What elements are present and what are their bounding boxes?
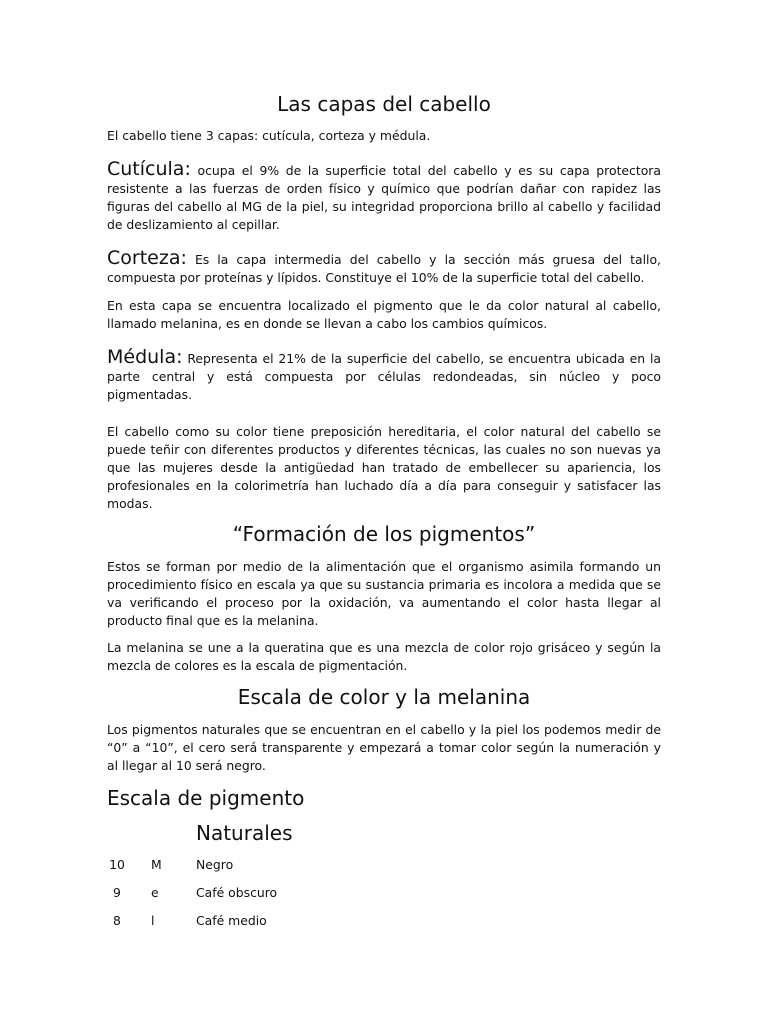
cuticula-text: ocupa el 9% de la superficie total del cabello y es su capa protectora resistente a las fuerzas de orden físico y químico que podrían dañar con rapidez las figuras del cabello al MG de la piel, su integridad proporciona brillo al cabello y facilidad de deslizamiento al cepillar. (107, 163, 661, 232)
heading-escala-color: Escala de color y la melanina (237, 685, 531, 709)
corteza-paragraph (107, 249, 661, 287)
heading-naturales: Naturales (196, 821, 293, 845)
pigment-number: 8 (113, 913, 121, 928)
pigment-letter: M (151, 857, 162, 872)
pigment-number: 10 (109, 857, 125, 872)
pigment-number: 9 (113, 885, 121, 900)
page-title: Las capas del cabello (277, 92, 491, 116)
corteza-text: Es la capa intermedia del cabello y la sección más gruesa del tallo, compuesta por proteínas y lípidos. Constituye el 10% de la superficie total del cabello. (107, 252, 661, 285)
formacion-paragraph-1: Estos se forman por medio de la alimentación que el organismo asimila formando un procedimiento físico en escala ya que su sustancia primaria es incolora a medida que se va verificando el proceso por la oxidación, va aumentando el color hasta llegar al producto final que es la melanina. (107, 559, 661, 628)
medula-term: Médula: (107, 346, 183, 368)
heading-formacion: “Formación de los pigmentos” (232, 522, 536, 546)
pigment-name: Café medio (196, 913, 267, 928)
corteza-paragraph-2: En esta capa se encuentra localizado el pigmento que le da color natural al cabello, llamado melanina, es en donde se llevan a cabo los cambios químicos. (107, 298, 661, 331)
corteza-term: Corteza: (107, 247, 187, 269)
medula-paragraph (107, 348, 661, 404)
pigment-name: Negro (196, 857, 234, 872)
intro-paragraph: El cabello tiene 3 capas: cutícula, corteza y médula. (107, 128, 431, 143)
hereditary-paragraph: El cabello como su color tiene preposición hereditaria, el color natural del cabello se puede teñir con diferentes productos y diferentes técnicas, las cuales no son nuevas ya que las mujeres desde la antigüedad han tratado de embellecer su apariencia, los profesionales en la colorimetría han luchado día a día para conseguir y satisfacer las modas. (107, 424, 661, 511)
cuticula-term: Cutícula: (107, 158, 191, 180)
escala-paragraph: Los pigmentos naturales que se encuentran en el cabello y la piel los podemos medir de “0” a “10”, el cero será transparente y empezará a tomar color según la numeración y al llegar al 10 será negro. (107, 722, 661, 773)
medula-text: Representa el 21% de la superficie del cabello, se encuentra ubicada en la parte central y está compuesta por células redondeadas, sin núcleo y poco pigmentadas. (107, 351, 661, 402)
pigment-name: Café obscuro (196, 885, 278, 900)
heading-escala-pigmento: Escala de pigmento (107, 786, 305, 810)
cuticula-paragraph (107, 160, 661, 234)
pigment-letter: l (151, 913, 155, 928)
pigment-letter: e (151, 885, 159, 900)
formacion-paragraph-2: La melanina se une a la queratina que es una mezcla de color rojo grisáceo y según la mezcla de colores es la escala de pigmentación. (107, 640, 661, 673)
